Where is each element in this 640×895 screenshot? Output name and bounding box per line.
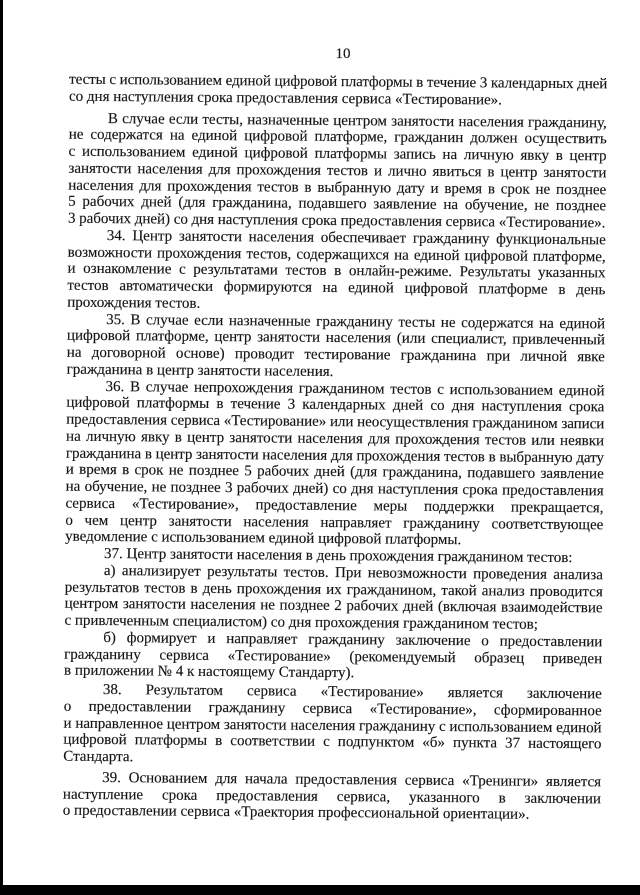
- clause-37-subitem-b: [64, 629, 602, 684]
- text-line: 37. Центр занятости населения в день прохождения гражданином тестов:: [103, 545, 573, 567]
- text-line: 3 рабочих дней) со дня наступления срока предоставления сервиса «Тестирование».: [67, 210, 606, 232]
- scan-edge-bottom: [0, 885, 640, 895]
- clause-39: [63, 769, 601, 824]
- text-line: гражданина в центр занятости населения.: [66, 361, 334, 380]
- text-line: и ознакомление с результатами тестов в онлайн-режиме. Результаты указанных: [67, 260, 606, 282]
- text-line: цифровой платформе, центр занятости населения (или специалист, привлеченный: [66, 327, 606, 349]
- text-line: цифровой платформы в соответствии с подпунктом «б» пункта 37 настоящего: [63, 731, 602, 753]
- page-number: 10: [335, 46, 351, 62]
- clause-36: [65, 378, 604, 550]
- text-line: 36. В случае непрохождения гражданином тестов с использованием единой: [105, 378, 605, 399]
- text-line: 34. Центр занятости населения обеспечивает гражданину функциональные: [106, 227, 606, 249]
- text-line: прохождения тестов.: [67, 294, 201, 312]
- text-line: наступление срока предоставления сервиса, указанного в заключении: [62, 786, 602, 807]
- text-line: Стандарта.: [63, 748, 134, 766]
- text-line: предоставления сервиса «Тестирование» или неосуществления гражданином записи: [66, 411, 605, 433]
- text-line: гражданину сервиса «Тестирование» (рекомендуемый образец приведен: [64, 646, 603, 667]
- text-line: возможности прохождения тестов, содержащихся на единой цифровой платформе,: [67, 244, 606, 265]
- text-line: 38. Результатом сервиса «Тестирование» является заключение: [102, 681, 602, 703]
- clause-34: [67, 227, 606, 315]
- text-line: сервиса «Тестирование», предоставление меры поддержки прекращается,: [65, 495, 604, 517]
- text-line: гражданина в центр занятости населения для прохождения тестов в выбранную дату: [65, 445, 604, 466]
- text-line: о предоставлении сервиса «Траектория профессиональной ориентации».: [62, 802, 530, 823]
- text-line: 35. В случае если назначенные гражданину тесты не содержатся на единой: [106, 311, 606, 332]
- text-line: В случае если тесты, назначенные центром занятости населения гражданину,: [107, 110, 607, 131]
- text-line: и время в срок не позднее 5 рабочих дней (для гражданина, подавшего заявление: [65, 461, 604, 483]
- document-body: [63, 72, 608, 825]
- text-line: со дня наступления срока предоставления сервиса «Тестирование».: [68, 88, 503, 109]
- text-line: а) анализирует результаты тестов. При невозможности проведения анализа: [103, 562, 603, 584]
- clause-35: [67, 311, 606, 383]
- text-line: на обучение, не позднее 3 рабочих дней) со дня наступления срока предоставления: [65, 478, 604, 500]
- text-line: о чем центр занятости населения направляет гражданину соответствующее: [65, 512, 604, 533]
- text-line: в приложении № 4 к настоящему Стандарту).: [63, 662, 355, 682]
- clause-38: [63, 682, 602, 770]
- text-line: уведомление с использованием единой цифровой платформы.: [65, 528, 462, 549]
- text-line: на договорной основе) проводит тестирование гражданина при личной явке: [66, 344, 605, 366]
- scan-edge-left: [0, 0, 3, 895]
- text-line: с привлеченным специалистом) со дня прохождения гражданином тестов;: [64, 612, 539, 633]
- text-line: результатов тестов в день прохождения их гражданином, такой анализ проводится: [64, 579, 603, 600]
- text-line: 39. Основанием для начала предоставления сервиса «Тренинги» является: [102, 769, 602, 791]
- paragraph-continuation: [69, 72, 607, 110]
- text-line: 5 рабочих дней (для гражданина, подавшего заявление на обучение, не позднее: [68, 193, 607, 215]
- paragraph-tests-in-person: [68, 110, 607, 232]
- text-line: и направленное центром занятости населения гражданину с использованием единой: [63, 715, 602, 736]
- text-line: цифровой платформы в течение 3 календарных дней со дня наступления срока: [66, 394, 605, 416]
- text-line: с использованием единой цифровой платформы запись на личную явку в центр: [68, 143, 607, 165]
- text-line: б) формирует и направляет гражданину заключение о предоставлении: [103, 629, 603, 651]
- text-line: на личную явку в центр занятости населения для прохождения тестов или неявки: [66, 428, 605, 450]
- text-line: тесты с использованием единой цифровой платформы в течение 3 календарных дней: [69, 71, 608, 93]
- text-line: тестов автоматически формируются на единой цифровой платформе в день: [67, 277, 606, 299]
- text-line: центром занятости населения не позднее 2 рабочих дней (включая взаимодействие: [64, 595, 603, 617]
- text-line: не содержатся на единой цифровой платформе, гражданин должен осуществить: [68, 126, 607, 148]
- text-line: занятости населения для прохождения тестов и лично явиться в центр занятости: [68, 160, 607, 182]
- text-line: населения для прохождения тестов в выбранную дату и время в срок не позднее: [68, 177, 607, 198]
- text-line: о предоставлении гражданину сервиса «Тестирование», сформированное: [63, 698, 602, 720]
- clause-37-subitem-a: [64, 562, 603, 634]
